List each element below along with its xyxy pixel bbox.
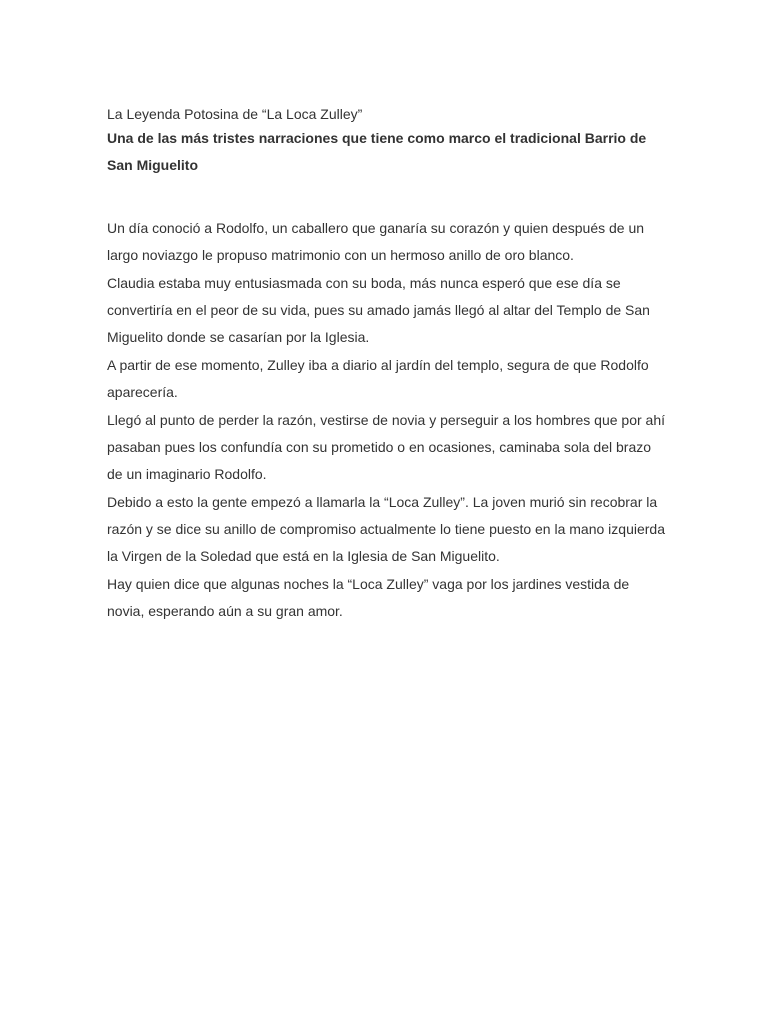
document-page [107,104,667,626]
document-title: La Leyenda Potosina de “La Loca Zulley” [107,106,363,122]
document-body [107,215,667,625]
document-subtitle: Una de las más tristes narraciones que tiene como marco el tradicional Barrio de San Miguelito [107,130,647,173]
paragraph: Hay quien dice que algunas noches la “Loca Zulley” vaga por los jardines vestida de novia, esperando aún a su gran amor. [107,576,630,619]
paragraph: Claudia estaba muy entusiasmada con su boda, más nunca esperó que ese día se convertiría en el peor de su vida, pues su amado jamás llegó al altar del Templo de San Miguelito donde se casarían por la Iglesia. [107,275,650,345]
paragraph: Llegó al punto de perder la razón, vestirse de novia y perseguir a los hombres que por ahí pasaban pues los confundía con su prometido o en ocasiones, caminaba sola del brazo de un imaginario Rodolfo. [107,412,666,482]
paragraph: Debido a esto la gente empezó a llamarla la “Loca Zulley”. La joven murió sin recobrar la razón y se dice su anillo de compromiso actualmente lo tiene puesto en la mano izquierda la Virgen de la Soledad que está en la Iglesia de San Miguelito. [107,494,665,564]
paragraph: A partir de ese momento, Zulley iba a diario al jardín del templo, segura de que Rodolfo aparecería. [107,357,649,400]
paragraph: Un día conoció a Rodolfo, un caballero que ganaría su corazón y quien después de un largo noviazgo le propuso matrimonio con un hermoso anillo de oro blanco. [107,220,645,263]
